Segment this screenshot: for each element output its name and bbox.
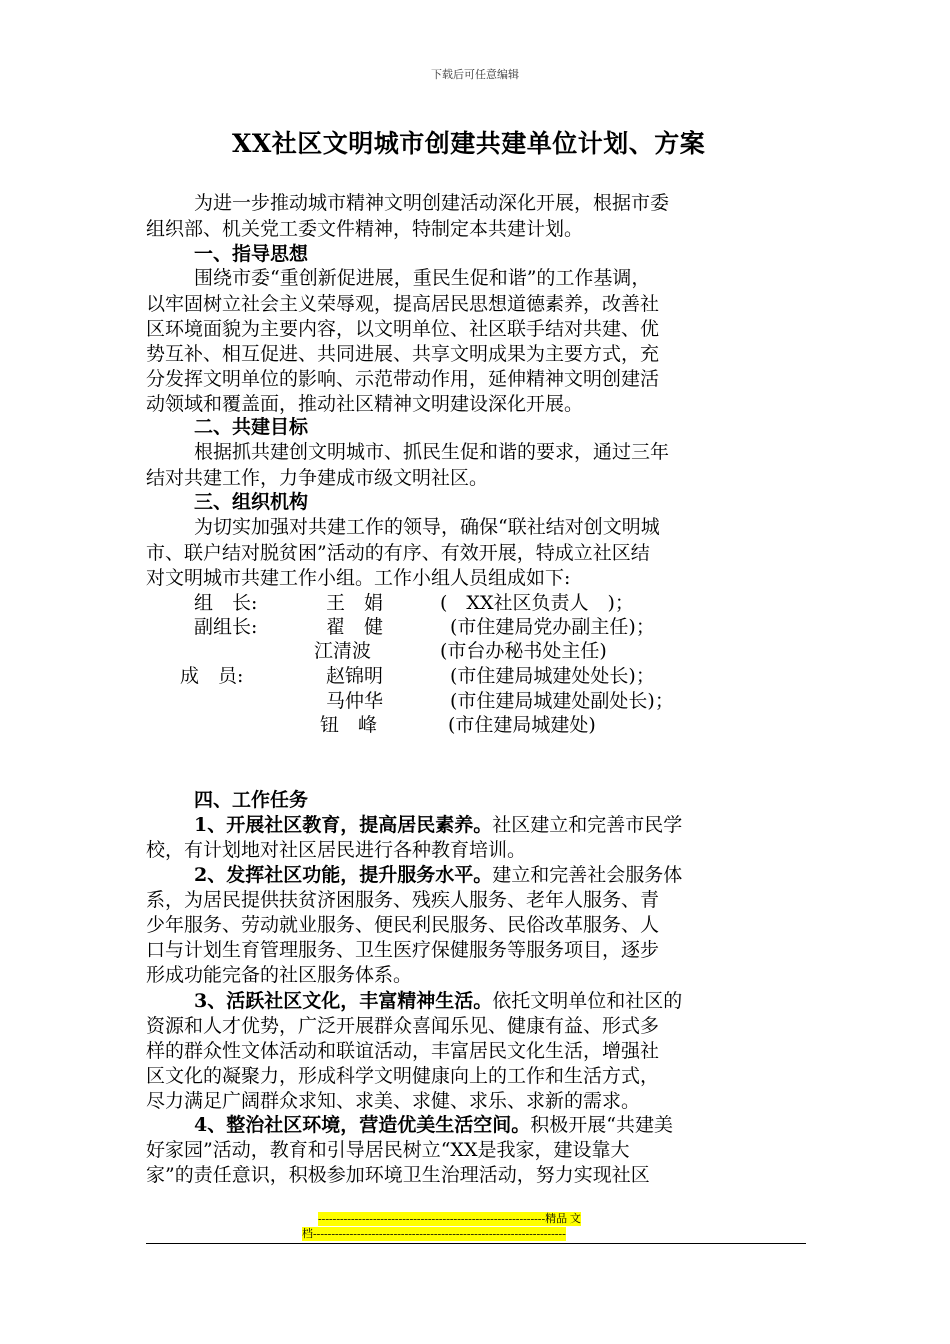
body-line: [146, 540, 650, 566]
body-line: [146, 937, 659, 963]
body-text: 围绕市委“重创新促进展，重民生促和谐”的工作基调，: [194, 267, 651, 289]
bold-text: 一、指导思想: [194, 243, 309, 265]
body-text: 钮 峰: [320, 714, 378, 736]
body-line: [146, 465, 488, 491]
bold-text: 2、发挥社区功能，提升服务水平。: [194, 864, 493, 886]
body-line: [146, 837, 526, 863]
body-line: [450, 663, 655, 689]
body-text: 家”的责任意识，积极参加环境卫生治理活动，努力实现社区: [146, 1164, 650, 1186]
body-text: ( XX社区负责人 )；: [440, 592, 634, 614]
body-text: 江清波: [314, 640, 372, 662]
bold-text: 四、工作任务: [194, 789, 309, 811]
body-line: [194, 862, 682, 888]
body-line: [194, 241, 308, 267]
body-text: 对文明城市共建工作小组。工作小组人员组成如下:: [146, 567, 571, 589]
body-line: [194, 988, 682, 1014]
body-line: [326, 614, 383, 640]
body-line: [314, 638, 371, 664]
body-text: 动领域和覆盖面，推动社区精神文明建设深化开展。: [146, 393, 584, 415]
body-text: 成 员:: [180, 665, 244, 687]
body-text: 副组长:: [194, 616, 258, 638]
body-line: [146, 316, 659, 342]
bold-text: 1、开展社区教育，提高居民素养。: [194, 814, 493, 836]
body-text: 以牢固树立社会主义荣辱观，提高居民思想道德素养，改善社: [146, 293, 660, 315]
body-text: (市住建局城建处处长)；: [450, 665, 655, 687]
body-line: [194, 190, 669, 216]
bold-text: 二、共建目标: [194, 416, 309, 438]
body-line: [326, 590, 383, 616]
bold-text: 三、组织机构: [194, 491, 309, 513]
body-text: 赵锦明: [326, 665, 384, 687]
body-text: 系，为居民提供扶贫济困服务、残疾人服务、老年人服务、青: [146, 889, 660, 911]
body-line: [448, 712, 596, 738]
body-line: [326, 688, 383, 714]
body-line: [194, 1112, 673, 1138]
body-line: [194, 439, 669, 465]
body-text: 势互补、相互促进、共同进展、共享文明成果为主要方式，充: [146, 343, 660, 365]
body-text: 积极开展“共建美: [530, 1114, 673, 1136]
body-text: 好家园”活动，教育和引导居民树立“XX是我家，建设靠大: [146, 1139, 630, 1161]
body-line: [326, 663, 383, 689]
body-text: 区环境面貌为主要内容，以文明单位、社区联手结对共建、优: [146, 318, 660, 340]
body-text: 结对共建工作，力争建成市级文明社区。: [146, 467, 489, 489]
body-text: 社区建立和完善市民学: [492, 814, 683, 836]
body-line: [146, 962, 412, 988]
bold-text: 3、活跃社区文化，丰富精神生活。: [194, 990, 493, 1012]
body-line: [194, 489, 308, 515]
body-text: 尽力满足广阔群众求知、求美、求健、求乐、求新的需求。: [146, 1090, 641, 1112]
footer-line-2: 档---------------------------------------------------------------------: [302, 1228, 566, 1240]
body-text: 为进一步推动城市精神文明创建活动深化开展，根据市委: [194, 192, 670, 214]
body-text: 王 娟: [326, 592, 384, 614]
body-line: [146, 565, 570, 591]
body-text: 根据抓共建创文明城市、抓民生促和谐的要求，通过三年: [194, 441, 670, 463]
body-line: [194, 514, 660, 540]
page-header: 下载后可任意编辑: [431, 68, 519, 81]
body-line: [146, 1063, 659, 1089]
body-text: 为切实加强对共建工作的领导，确保“联社结对创文明城: [194, 516, 660, 538]
body-line: [146, 1013, 659, 1039]
body-line: [320, 712, 377, 738]
body-line: [194, 812, 682, 838]
body-line: [146, 1137, 629, 1163]
footer-rule: [146, 1243, 806, 1244]
body-text: (市住建局党办副主任)；: [450, 616, 655, 638]
body-text: 口与计划生育管理服务、卫生医疗保健服务等服务项目，逐步: [146, 939, 660, 961]
body-text: 马仲华: [326, 690, 384, 712]
body-line: [146, 1162, 650, 1188]
body-text: 翟 健: [326, 616, 384, 638]
bold-text: 4、整治社区环境，营造优美生活空间。: [194, 1114, 531, 1136]
body-line: [146, 912, 659, 938]
body-line: [180, 663, 243, 689]
body-line: [146, 1038, 659, 1064]
body-text: 样的群众性文体活动和联谊活动，丰富居民文化生活，增强社: [146, 1040, 660, 1062]
body-line: [146, 291, 659, 317]
body-line: [146, 1088, 640, 1114]
body-line: [194, 614, 257, 640]
body-text: 市、联户结对脱贫困”活动的有序、有效开展，特成立社区结: [146, 542, 650, 564]
body-line: [146, 216, 583, 242]
body-text: 依托文明单位和社区的: [492, 990, 683, 1012]
body-line: [146, 366, 659, 392]
body-line: [194, 590, 257, 616]
body-line: [194, 265, 650, 291]
body-line: [146, 341, 659, 367]
body-line: [146, 887, 659, 913]
body-line: [440, 590, 634, 616]
body-text: 分发挥文明单位的影响、示范带动作用，延伸精神文明创建活: [146, 368, 660, 390]
body-text: (市台办秘书处主任): [440, 640, 607, 662]
body-text: 建立和完善社会服务体: [492, 864, 683, 886]
body-text: (市住建局城建处副处长)；: [450, 690, 674, 712]
document-title: XX社区文明城市创建共建单位计划、方案: [232, 129, 706, 158]
body-line: [194, 787, 308, 813]
footer-line-1: --------------------------------------------------------------精品 文: [318, 1213, 581, 1225]
body-text: 形成功能完备的社区服务体系。: [146, 964, 413, 986]
body-text: 组 长:: [194, 592, 258, 614]
body-text: 资源和人才优势，广泛开展群众喜闻乐见、健康有益、形式多: [146, 1015, 660, 1037]
body-text: 组织部、机关党工委文件精神，特制定本共建计划。: [146, 218, 584, 240]
body-line: [440, 638, 607, 664]
body-text: (市住建局城建处): [448, 714, 596, 736]
body-line: [194, 414, 308, 440]
body-line: [450, 688, 674, 714]
body-line: [450, 614, 655, 640]
body-text: 区文化的凝聚力，形成科学文明健康向上的工作和生活方式，: [146, 1065, 660, 1087]
body-text: 少年服务、劳动就业服务、便民利民服务、民俗改革服务、人: [146, 914, 660, 936]
body-text: 校，有计划地对社区居民进行各种教育培训。: [146, 839, 527, 861]
